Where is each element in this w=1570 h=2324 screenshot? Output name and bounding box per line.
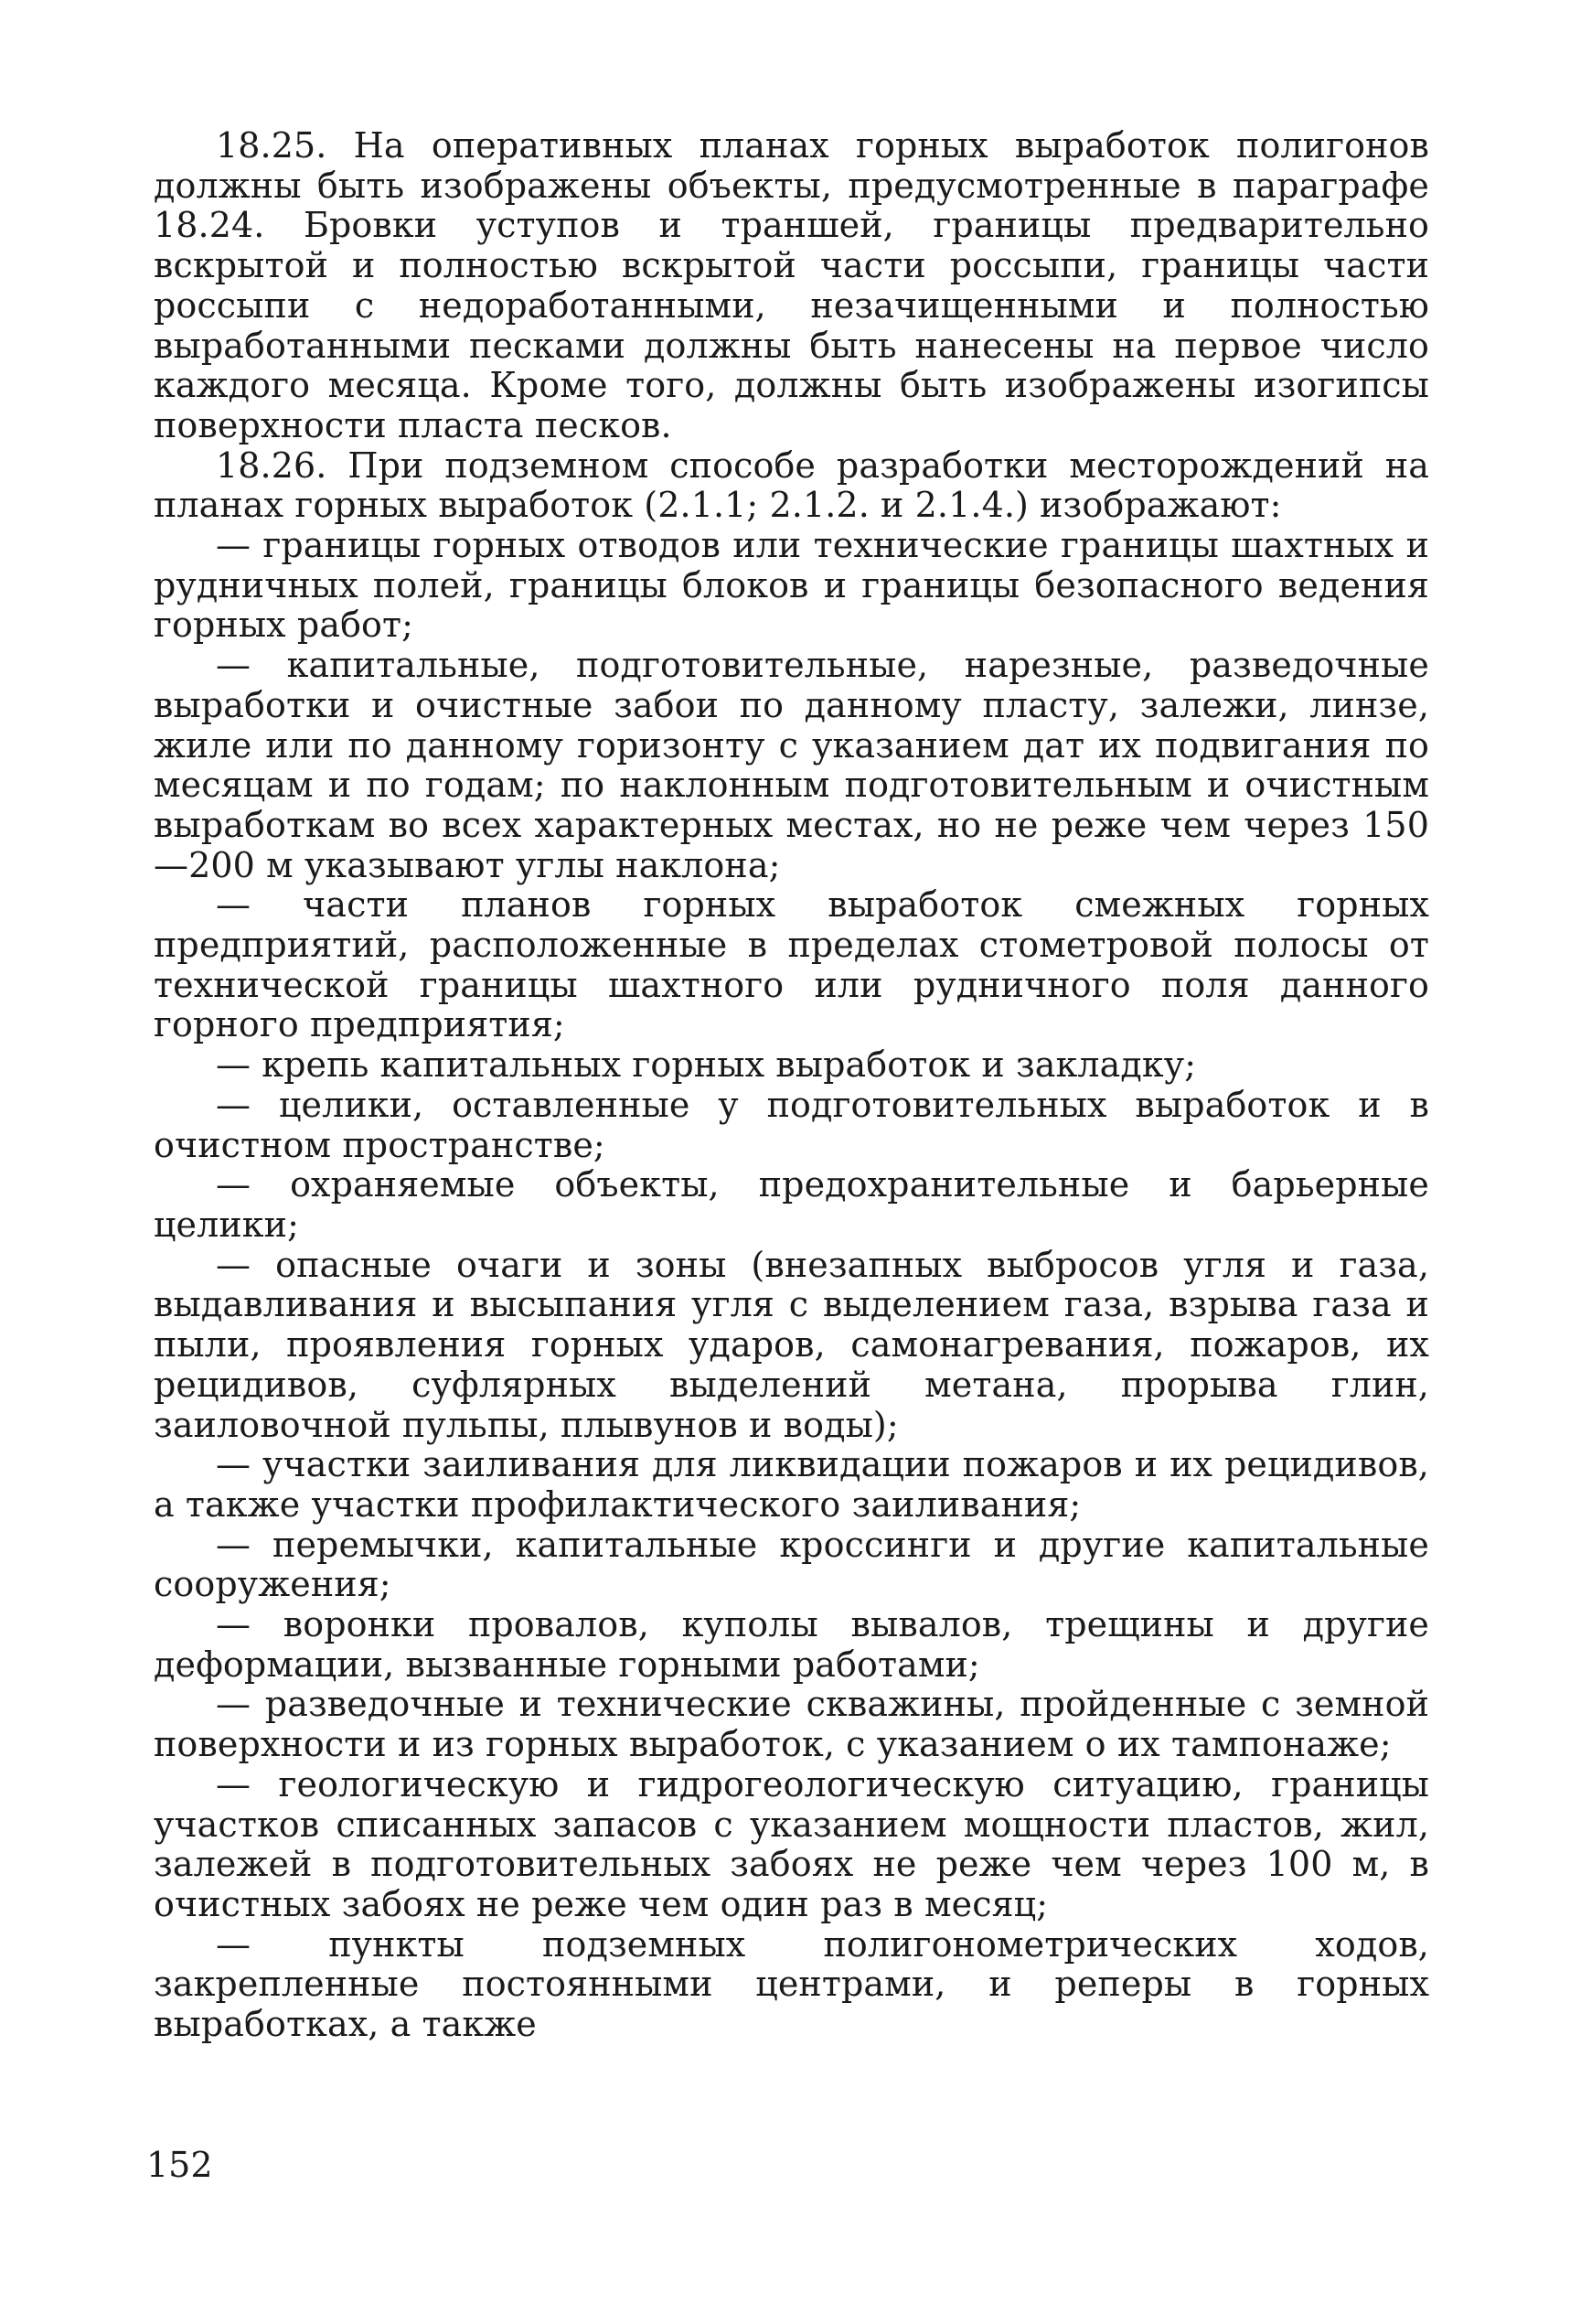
list-item: — воронки провалов, куполы вывалов, трещины и другие деформации, вызванные горными работами; [154,1604,1429,1685]
page-number: 152 [146,2145,213,2185]
list-item: — опасные очаги и зоны (внезапных выбросов угля и газа, выдавливания и высыпания угля с выделением газа, взрыва газа и пыли, проявления горных ударов, самонагревания, пожаров, их рецидивов, суфлярных выделений метана, прорыва глин, заиловочной пульпы, плывунов и воды); [154,1244,1429,1445]
list-item: — границы горных отводов или технические границы шахтных и рудничных полей, границы блоков и границы безопасного ведения горных работ; [154,525,1429,646]
paragraph-18-26: 18.26. При подземном способе разработки месторождений на планах горных выработок (2.1.1; 2.1.2. и 2.1.4.) изображают: [154,444,1429,526]
list-item: — капитальные, подготовительные, нарезные, разведочные выработки и очистные забои по данному пласту, залежи, линзе, жиле или по данному горизонту с указанием дат их подвигания по месяцам и по годам; по наклонным подготовительным и очистным выработкам во всех характерных местах, но не реже чем через 150—200 м указывают углы наклона; [154,645,1429,885]
list-item: — охраняемые объекты, предохранительные и барьерные целики; [154,1164,1429,1245]
list-item: — части планов горных выработок смежных горных предприятий, расположенные в пределах стометровой полосы от технической границы шахтного или рудничного поля данного горного предприятия; [154,884,1429,1045]
list-item: — разведочные и технические скважины, пройденные с земной поверхности и из горных выработок, с указанием о их тампонаже; [154,1684,1429,1765]
list-item: — геологическую и гидрогеологическую ситуацию, границы участков списанных запасов с указанием мощности пластов, жил, залежей в подготовительных забоях не реже чем через 100 м, в очистных забоях не реже чем один раз в месяц; [154,1763,1429,1924]
paragraph-18-25: 18.25. На оперативных планах горных выработок полигонов должны быть изображены объекты, предусмотренные в параграфе 18.24. Бровки уступов и траншей, границы предварительно вскрытой и полностью вскрытой части россыпи, границы части россыпи с недоработанными, незачищенными и полностью выработанными песками должны быть нанесены на первое число каждого месяца. Кроме того, должны быть изображены изогипсы поверхности пласта песков. [154,125,1429,445]
list-item: — целики, оставленные у подготовительных выработок и в очистном пространстве; [154,1084,1429,1165]
body-text [154,126,1429,2045]
list-item: — пункты подземных полигонометрических ходов, закрепленные постоянными центрами, и реперы в горных выработках, а также [154,1923,1429,2045]
list-item: — крепь капитальных горных выработок и закладку; [216,1044,1197,1086]
list-item: — перемычки, капитальные кроссинги и другие капитальные сооружения; [154,1524,1429,1605]
list-item: — участки заиливания для ликвидации пожаров и их рецидивов, а также участки профилактического заиливания; [154,1444,1429,1525]
